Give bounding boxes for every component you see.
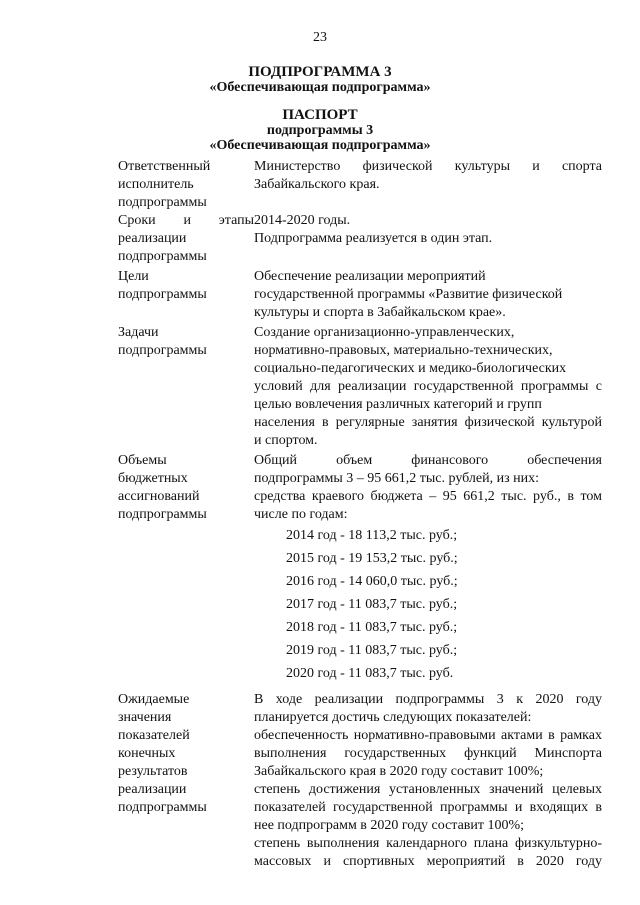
budget-year-item: 2016 год - 14 060,0 тыс. руб.;	[286, 574, 458, 589]
label-line: конечных	[118, 746, 176, 761]
row-expected-results	[118, 691, 602, 871]
value-line: культуры и спорта в Забайкальском крае».	[254, 305, 506, 320]
label-line: Сроки и этапы	[118, 213, 254, 228]
label-line: ассигнований	[118, 489, 200, 504]
budget-years-list	[286, 524, 602, 685]
passport-table	[118, 158, 602, 871]
value-line: массовых и спортивных мероприятий в 2020 году	[254, 854, 602, 869]
budget-year-item: 2017 год - 11 083,7 тыс. руб.;	[286, 597, 458, 612]
row-value	[254, 268, 602, 322]
row-value	[254, 158, 602, 212]
value-line: государственной программы «Развитие физической	[254, 287, 563, 302]
budget-year-item: 2018 год - 11 083,7 тыс. руб.;	[286, 620, 458, 635]
value-line: В ходе реализации подпрограммы 3 к 2020 году	[254, 692, 602, 707]
row-tasks	[118, 324, 602, 450]
value-line: числе по годам:	[254, 507, 348, 522]
label-line: Объемы	[118, 453, 167, 468]
row-label	[118, 324, 254, 450]
row-terms	[118, 212, 602, 266]
value-line: 2014-2020 годы.	[254, 213, 351, 228]
budget-year-item: 2014 год - 18 113,2 тыс. руб.;	[286, 528, 458, 543]
value-line: планируется достичь следующих показателей:	[254, 710, 532, 725]
label-line: исполнитель	[118, 177, 194, 192]
subprogram-title: ПОДПРОГРАММА 3	[248, 64, 392, 80]
label-line: подпрограммы	[118, 800, 207, 815]
value-line: социально-педагогических и медико-биологических	[254, 361, 567, 376]
value-line: и спортом.	[254, 433, 318, 448]
value-line: Общий объем финансового обеспечения	[254, 453, 602, 468]
label-line: подпрограммы	[118, 507, 207, 522]
budget-year-item: 2015 год - 19 153,2 тыс. руб.;	[286, 551, 458, 566]
row-value	[254, 324, 602, 450]
value-line: Забайкальского края в 2020 году составит 100%;	[254, 764, 544, 779]
label-line: значения	[118, 710, 172, 725]
label-line: показателей	[118, 728, 190, 743]
row-label	[118, 158, 254, 212]
label-line: реализации	[118, 782, 187, 797]
row-value	[254, 452, 602, 685]
label-line: результатов	[118, 764, 188, 779]
label-line: подпрограммы	[118, 343, 207, 358]
value-line: показателей государственной программы и входящих в	[254, 800, 602, 815]
row-goals	[118, 268, 602, 322]
value-line: подпрограммы 3 – 95 661,2 тыс. рублей, из них:	[254, 471, 540, 486]
value-line: нормативно-правовых, материально-технических,	[254, 343, 553, 358]
value-line: Создание организационно-управленческих,	[254, 325, 515, 340]
value-line: Подпрограмма реализуется в один этап.	[254, 231, 493, 246]
value-line: нее подпрограмм в 2020 году составит 100%;	[254, 818, 525, 833]
label-line: Ожидаемые	[118, 692, 190, 707]
row-value	[254, 212, 602, 266]
value-line: степень достижения установленных значений целевых	[254, 782, 602, 797]
label-line: бюджетных	[118, 471, 188, 486]
label-line: подпрограммы	[118, 249, 207, 264]
row-budget	[118, 452, 602, 685]
passport-name: «Обеспечивающая подпрограмма»	[209, 138, 431, 153]
subprogram-name: «Обеспечивающая подпрограмма»	[209, 80, 431, 95]
label-line: подпрограммы	[118, 195, 207, 210]
row-label	[118, 452, 254, 685]
value-line: целью вовлечения различных категорий и групп	[254, 397, 542, 412]
label-line: Цели	[118, 269, 149, 284]
value-line: выполнения государственных функций Минспорта	[254, 746, 602, 761]
passport-title: ПАСПОРТ	[282, 107, 358, 123]
value-line: Министерство физической культуры и спорта	[254, 159, 602, 174]
row-label	[118, 691, 254, 871]
label-line: реализации	[118, 231, 187, 246]
value-line: населения в регулярные занятия физической культурой	[254, 415, 602, 430]
value-line: средства краевого бюджета – 95 661,2 тыс. руб., в том	[254, 489, 602, 504]
passport-subtitle: подпрограммы 3	[266, 123, 374, 138]
row-responsible	[118, 158, 602, 212]
row-value	[254, 691, 602, 871]
value-line: обеспеченность нормативно-правовыми актами в рамках	[254, 728, 602, 743]
budget-year-item: 2020 год - 11 083,7 тыс. руб.	[286, 666, 454, 681]
value-line: Забайкальского края.	[254, 177, 380, 192]
value-line: степень выполнения календарного плана физкультурно-	[254, 836, 602, 851]
row-label	[118, 212, 254, 266]
page-number: 23	[313, 30, 327, 45]
value-line: Обеспечение реализации мероприятий	[254, 269, 486, 284]
row-label	[118, 268, 254, 322]
budget-year-item: 2019 год - 11 083,7 тыс. руб.;	[286, 643, 458, 658]
label-line: Ответственный	[118, 159, 211, 174]
label-line: подпрограммы	[118, 287, 207, 302]
value-line: условий для реализации государственной программы с	[254, 379, 602, 394]
label-line: Задачи	[118, 325, 159, 340]
